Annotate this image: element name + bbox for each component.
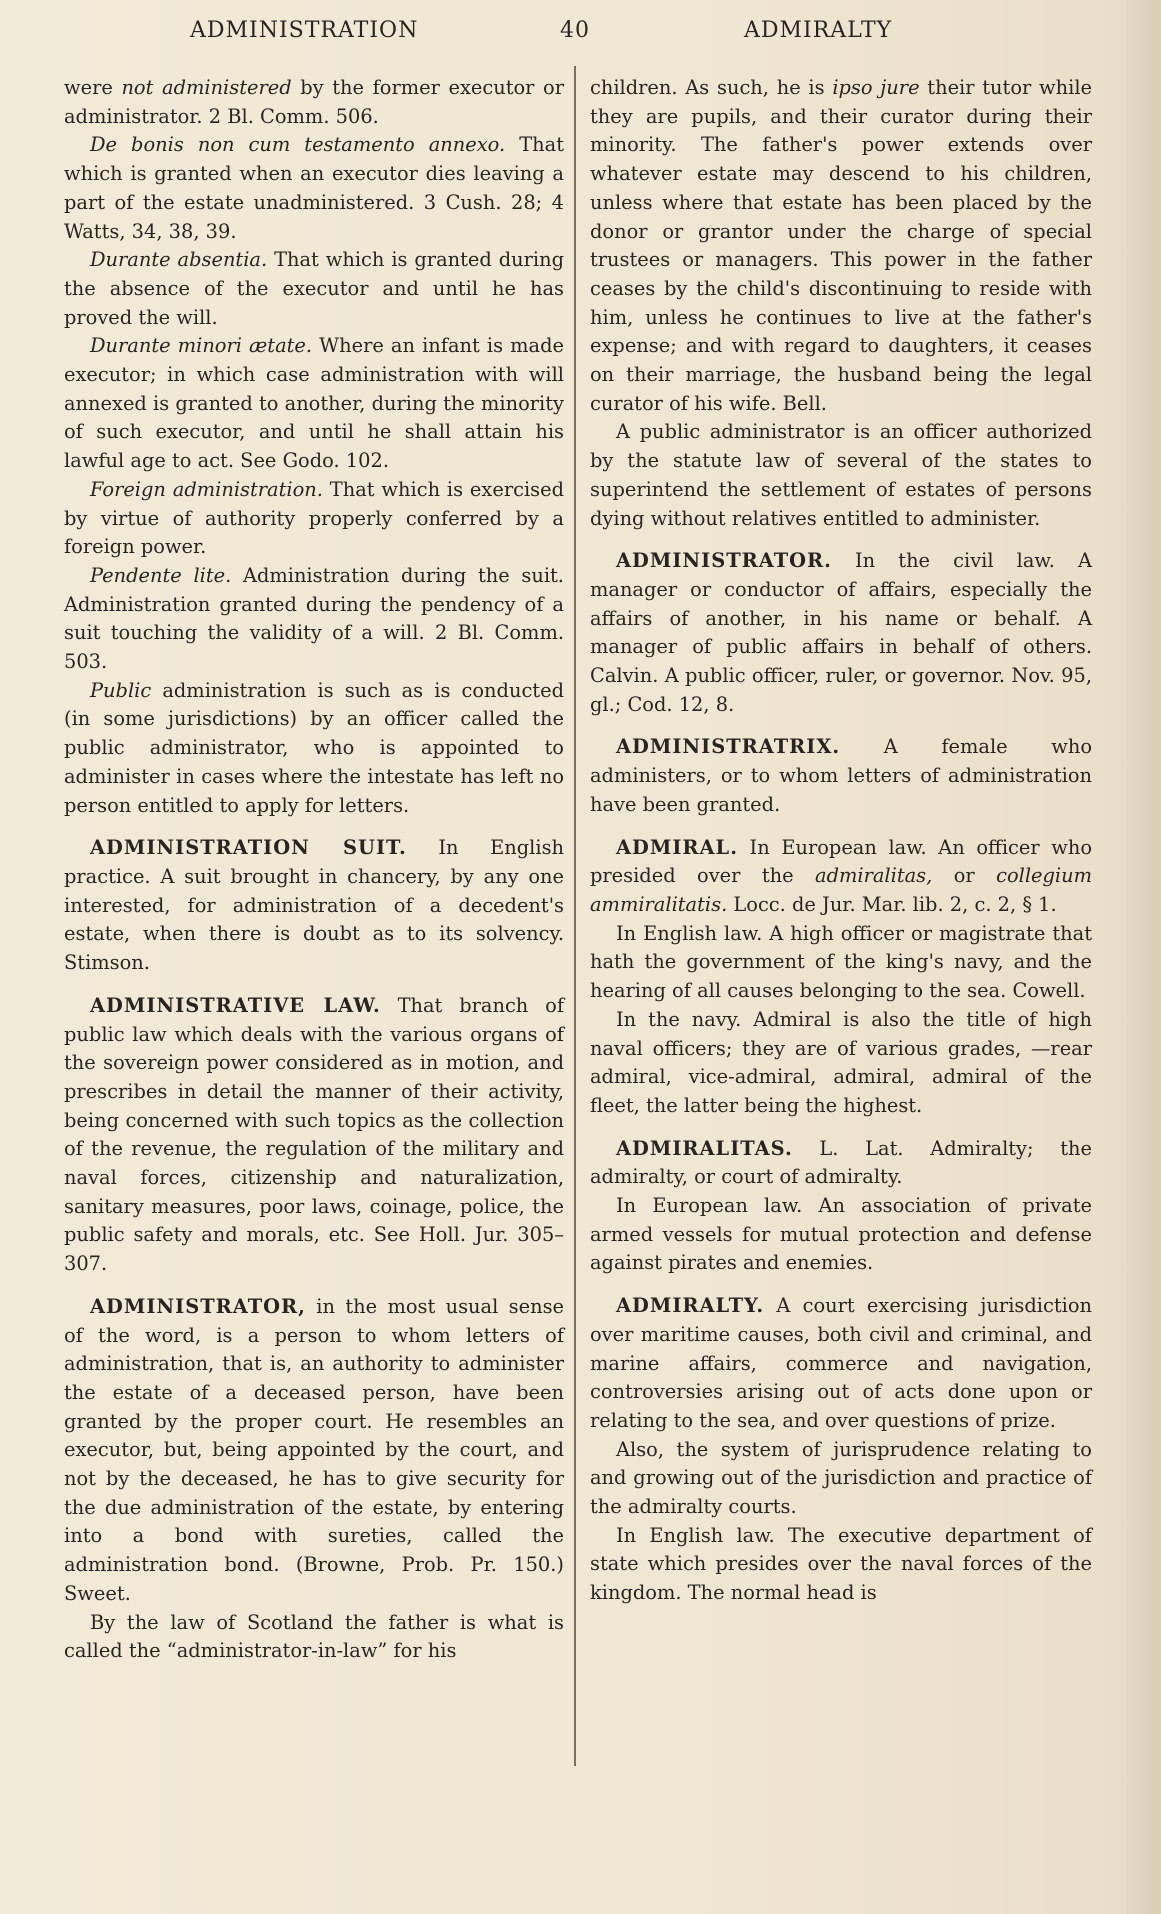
- headword: ADMINISTRATOR.: [616, 549, 832, 573]
- definition-text: In European law. An association of private armed vessels for mutual protection and defense against pirates and enemies.: [590, 1194, 1092, 1275]
- entry-paragraph: [64, 476, 564, 562]
- definition-text: or: [932, 864, 997, 888]
- italic-term: Durante absentia.: [90, 248, 268, 272]
- italic-term: not administered: [121, 76, 292, 99]
- dictionary-entry: [590, 1292, 1092, 1436]
- headword: ADMIRAL.: [616, 835, 738, 859]
- definition-text: in the most usual sense of the word, is a person to whom letters of administration, that is, an authority to administer the estate of a deceased person, have been granted by the proper court. He resembles an executor, but, being appointed by the court, and not by the deceased, he has to give security for the due administration of the estate, by entering into a bond with sureties, called the administration bond. (Browne, Prob. Pr. 150.) Sweet.: [64, 1294, 564, 1605]
- headword: ADMINISTRATOR,: [90, 1294, 306, 1318]
- definition-text: That branch of public law which deals with the various organs of the sovereign power considered as in motion, and prescribes in detail the manner of their activity, being concerned with such topics as the collection of the revenue, the regulation of the military and naval forces, citizenship and naturalization, sanitary measures, poor laws, coinage, police, the public safety and morals, etc. See Holl. Jur. 305–307.: [64, 993, 565, 1276]
- definition-text: Where an infant is made executor; in which case administration with will annexed is granted to another, during the minority of such executor, and until he shall attain his lawful age to act. See Godo. 102.: [64, 334, 565, 473]
- italic-term: Durante minori ætate.: [90, 334, 313, 358]
- header-right-guideword: ADMIRALTY: [744, 18, 893, 43]
- page-number: 40: [560, 18, 590, 43]
- dictionary-entry: [64, 834, 564, 978]
- dictionary-entry: [590, 1135, 1092, 1192]
- entry-paragraph: [64, 677, 564, 821]
- definition-text: A public administrator is an officer authorized by the statute law of several of the states to superintend the settlement of estates of persons dying without relatives entitled to administer.: [590, 420, 1092, 530]
- definition-text: their tutor while they are pupils, and their curator during their minority. The father's power extends over whatever estate may descend to his children, unless where that estate has been placed by the donor or grantor under the charge of special trustees or managers. This power in the father ceases by the child's discontinuing to reside with him, unless he continues to live at the father's expense; and with regard to daughters, it ceases on their marriage, the husband being the legal curator of his wife. Bell.: [590, 76, 1092, 415]
- italic-term: ipso jure: [832, 76, 920, 99]
- definition-text: In European law. An officer who presided over the: [590, 835, 1092, 888]
- definition-text: That which is exercised by virtue of authority properly conferred by a foreign power.: [64, 477, 564, 559]
- entry-paragraph: [590, 1436, 1092, 1522]
- header-left-guideword: ADMINISTRATION: [190, 18, 419, 43]
- definition-text: Administration during the suit. Administration granted during the pendency of a suit touching the validity of a will. 2 Bl. Comm. 503.: [64, 563, 564, 674]
- entry-paragraph: [64, 1609, 564, 1666]
- definition-text: children. As such, he is: [590, 76, 833, 99]
- definition-text: That which is granted during the absence of the executor and until he has proved the will.: [64, 248, 564, 329]
- definition-text: A female who administers, or to whom letters of administration have been granted.: [590, 735, 1092, 816]
- italic-term: De bonis non cum testamento annexo.: [90, 133, 506, 157]
- italic-term: collegium ammiralitatis.: [590, 864, 1092, 916]
- definition-text: administration is such as is conducted (in some jurisdictions) by an officer called the public administrator, who is appointed to administer in cases where the intestate has left no person entitled to apply for letters.: [64, 678, 564, 817]
- definition-text: By the law of Scotland the father is what is called the “administrator-in-law” for his: [64, 1610, 564, 1663]
- entry-paragraph: [590, 920, 1092, 1006]
- headword: ADMINISTRATIVE LAW.: [90, 993, 381, 1017]
- entry-paragraph: [590, 418, 1092, 533]
- definition-text: In the navy. Admiral is also the title of high naval officers; they are of various grades, —rear admiral, vice-admiral, admiral, admiral of the fleet, the latter being the highest.: [590, 1007, 1092, 1117]
- definition-text: In the civil law. A manager or conductor of affairs, especially the affairs of another, in his name or behalf. A manager of public affairs in behalf of others. Calvin. A public officer, ruler, or governor. Nov. 95, gl.; Cod. 12, 8.: [590, 549, 1092, 716]
- definition-text: Locc. de Jur. Mar. lib. 2, c. 2, § 1.: [727, 892, 1057, 916]
- italic-term: admiralitas,: [815, 864, 933, 888]
- headword: ADMINISTRATRIX.: [616, 735, 841, 759]
- italic-term: Public: [90, 678, 152, 702]
- dictionary-entry: [64, 1293, 564, 1609]
- running-head: [64, 18, 1094, 52]
- headword: ADMIRALITAS.: [616, 1136, 793, 1160]
- entry-paragraph: [64, 131, 564, 246]
- dictionary-entry: [590, 834, 1092, 920]
- italic-term: Pendente lite.: [90, 563, 232, 587]
- headword: ADMINISTRATION SUIT.: [90, 836, 407, 860]
- definition-text: L. Lat. Admiralty; the admiralty, or court of admiralty.: [590, 1136, 1092, 1189]
- headword: ADMIRALTY.: [616, 1294, 765, 1318]
- definition-text: In English law. A high officer or magistrate that hath the government of the king's navy, and the hearing of all causes belonging to the sea. Cowell.: [590, 921, 1092, 1003]
- definition-text: In English law. The executive department of state which presides over the naval forces of the kingdom. The normal head is: [590, 1523, 1092, 1605]
- definition-text: by the former executor or administrator. 2 Bl. Comm. 506.: [64, 76, 565, 128]
- definition-text: That which is granted when an executor dies leaving a part of the estate unadministered. 3 Cush. 28; 4 Watts, 34, 38, 39.: [64, 133, 564, 243]
- dictionary-entry: [64, 992, 564, 1279]
- right-column: [590, 74, 1092, 1608]
- left-column: [64, 74, 564, 1666]
- column-rule: [574, 66, 576, 1766]
- definition-text: were: [64, 76, 122, 99]
- dictionary-entry: [590, 733, 1092, 819]
- definition-text: In English practice. A suit brought in chancery, by any one interested, for administration of a decedent's estate, when there is doubt as to its solvency. Stimson.: [64, 836, 565, 975]
- entry-paragraph: [590, 1192, 1092, 1278]
- definition-text: Also, the system of jurisprudence relating to and growing out of the jurisdiction and practice of the admiralty courts.: [590, 1437, 1092, 1519]
- definition-text: A court exercising jurisdiction over maritime causes, both civil and criminal, and marine affairs, commerce and navigation, controversies arising out of acts done upon or relating to the sea, and over questions of prize.: [590, 1294, 1092, 1432]
- entry-paragraph: [590, 1006, 1092, 1121]
- entry-paragraph: [64, 332, 564, 476]
- entry-paragraph: [64, 74, 564, 131]
- italic-term: Foreign administration.: [90, 477, 323, 501]
- entry-paragraph: [64, 562, 564, 677]
- entry-paragraph: [590, 1522, 1092, 1608]
- entry-paragraph: [590, 74, 1092, 418]
- dictionary-entry: [590, 547, 1092, 719]
- entry-paragraph: [64, 246, 564, 332]
